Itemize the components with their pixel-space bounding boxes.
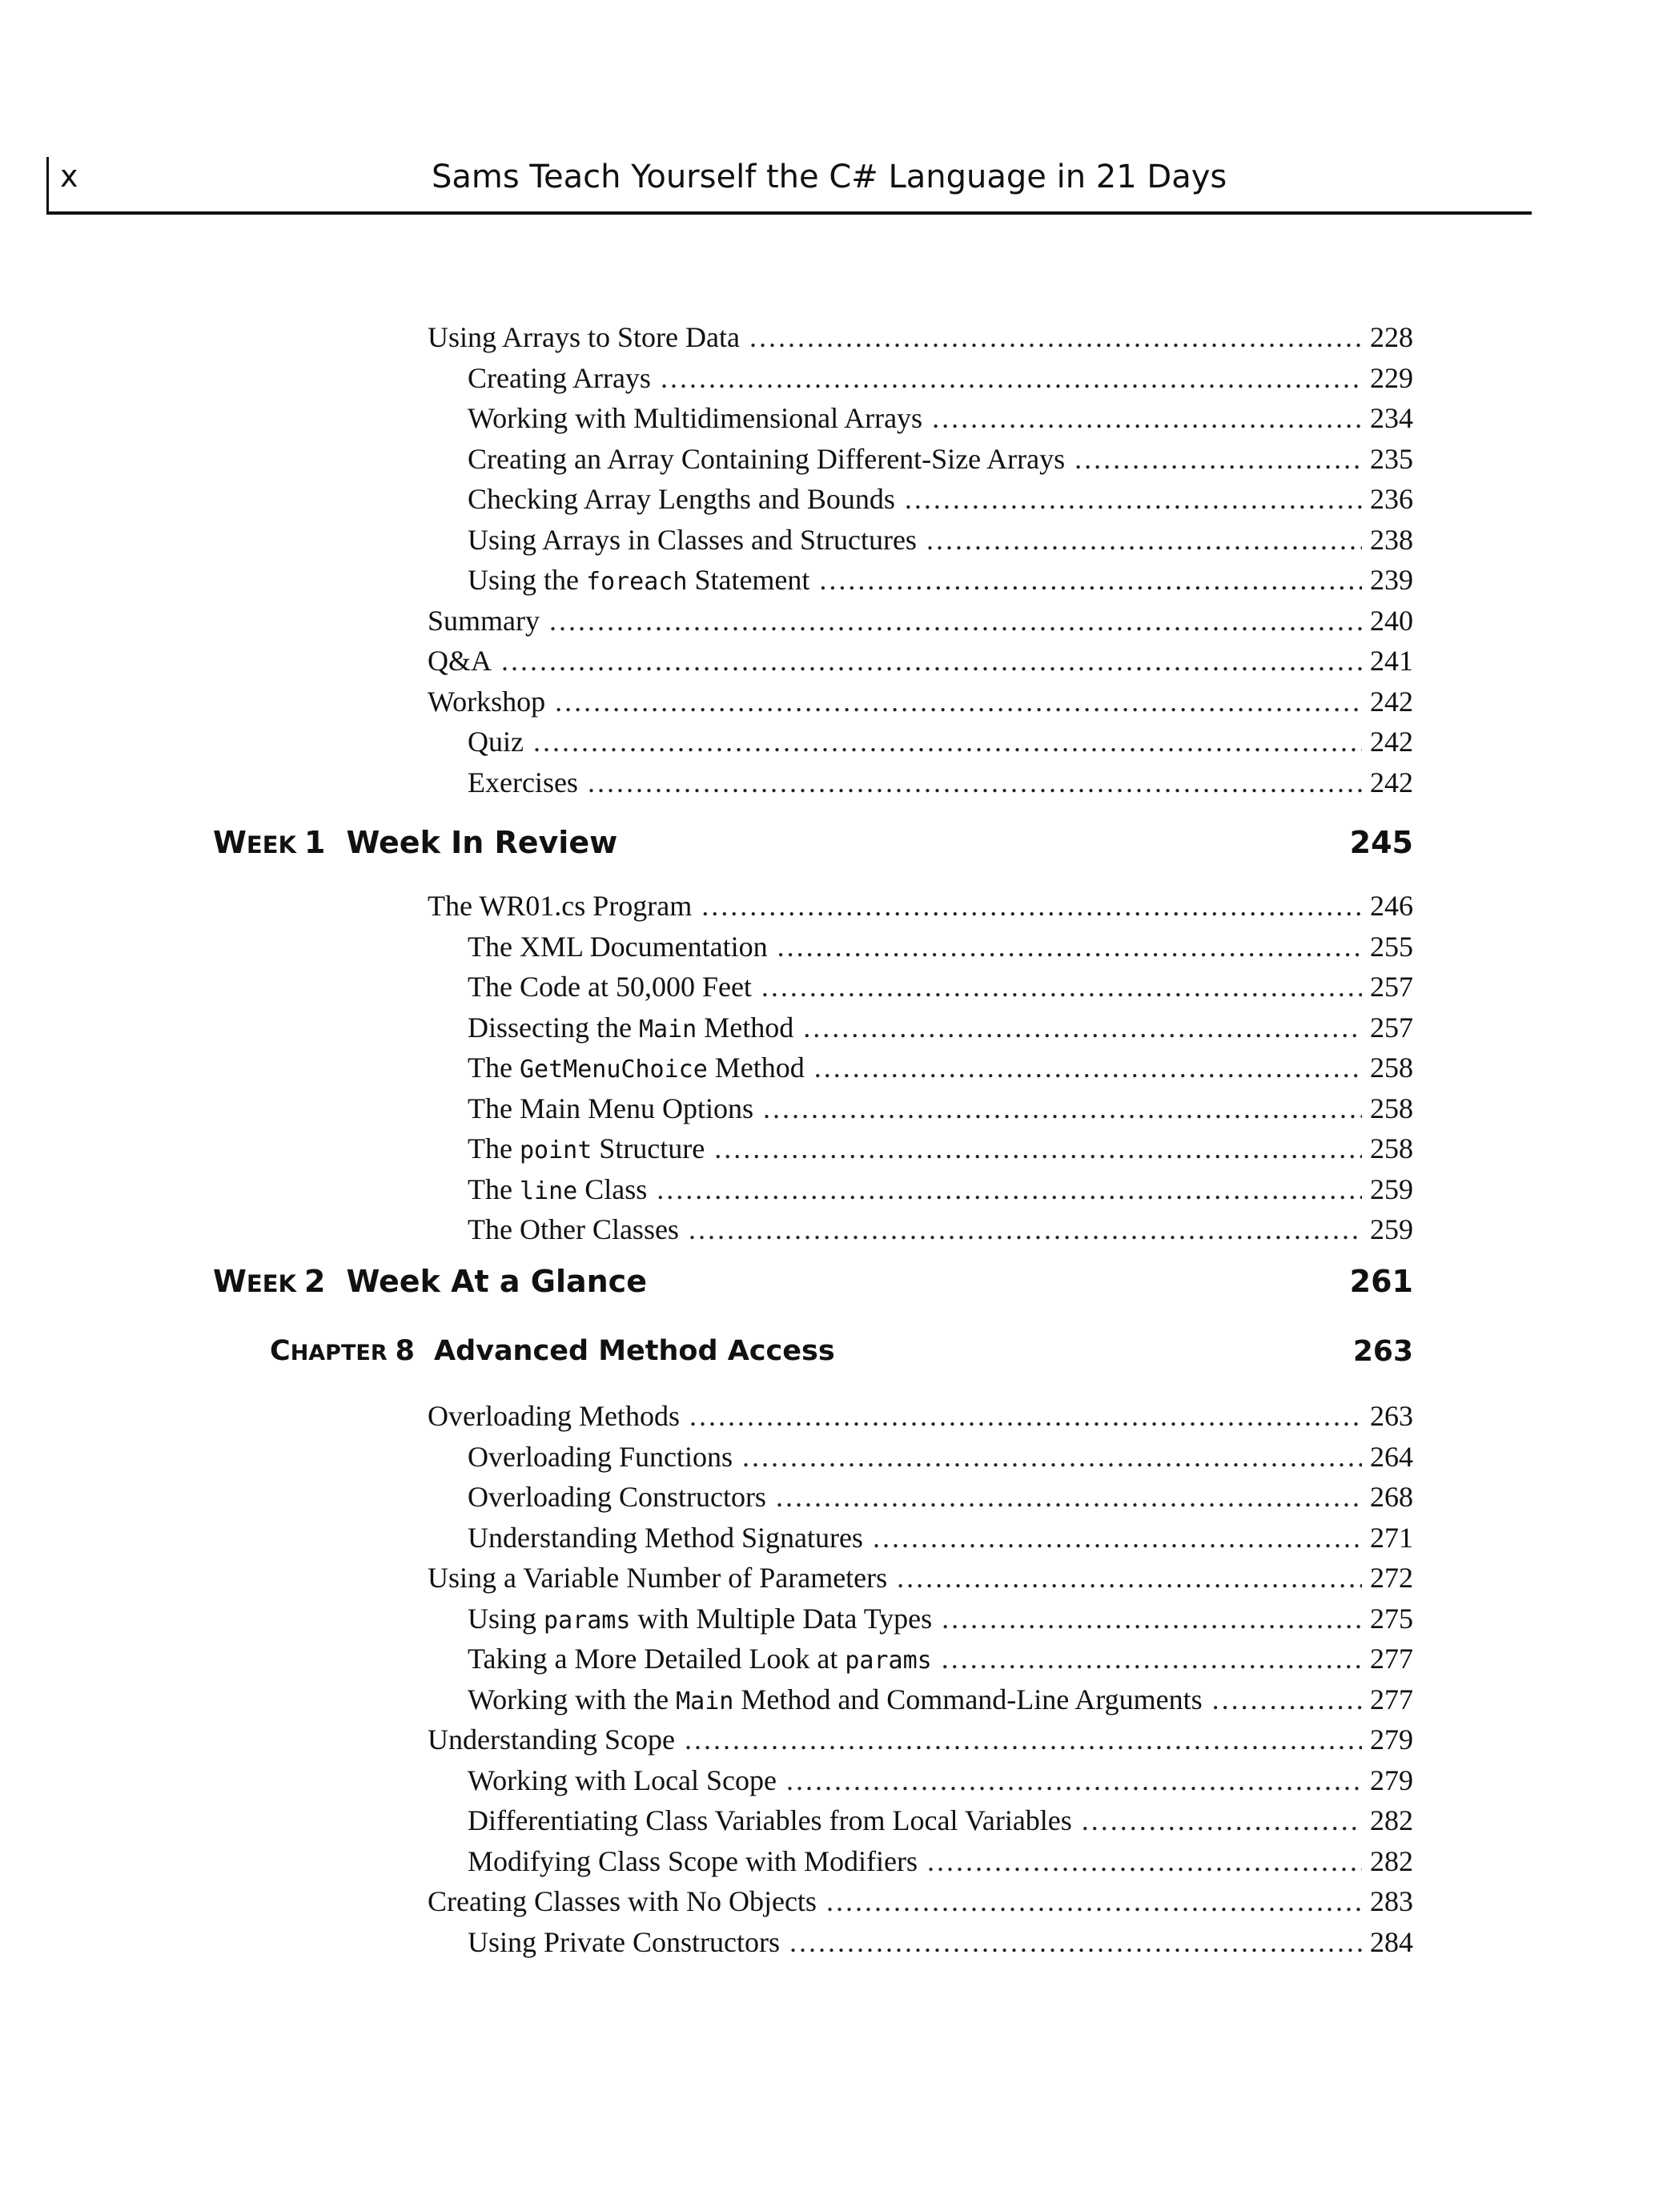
toc-entry-text: The Other Classes [468, 1213, 679, 1245]
toc-entry-text: Overloading Methods [428, 1400, 680, 1432]
toc-entry-title [428, 1559, 887, 1596]
toc-entry[interactable] [468, 1090, 1413, 1127]
toc-entry-title [428, 683, 545, 720]
toc-entry-text: Statement [687, 564, 810, 596]
toc-entry-page: 228 [1370, 321, 1413, 353]
toc-entry-text: Taking a More Detailed Look at [468, 1643, 846, 1675]
toc-entry-title [468, 1843, 918, 1880]
toc-entry-code: params [845, 1647, 932, 1675]
toc-entry-title [468, 1090, 753, 1127]
toc-entry[interactable] [468, 1171, 1413, 1210]
week-2-heading [213, 1264, 1413, 1299]
toc-entry-text: Using [468, 1602, 544, 1635]
week-1-heading [213, 825, 1413, 860]
toc-entry[interactable] [468, 1478, 1413, 1515]
dot-leader [533, 723, 1362, 760]
dot-leader [942, 1600, 1362, 1637]
toc-entry-page: 234 [1370, 402, 1413, 434]
toc-entry-title [468, 1640, 932, 1679]
toc-entry-page: 258 [1370, 1132, 1413, 1164]
dot-leader [763, 1090, 1362, 1127]
toc-entry-page: 279 [1370, 1764, 1413, 1796]
toc-entry-page: 272 [1370, 1562, 1413, 1594]
toc-entry[interactable] [468, 440, 1413, 477]
toc-entry[interactable] [428, 1398, 1413, 1434]
dot-leader [1075, 440, 1362, 477]
toc-entry[interactable] [468, 1130, 1413, 1169]
toc-entry-page: 239 [1370, 564, 1413, 596]
toc-entry[interactable] [468, 1519, 1413, 1556]
dot-leader [776, 1478, 1362, 1515]
toc-entry-page: 259 [1370, 1172, 1413, 1205]
toc-entry-code: params [544, 1606, 631, 1635]
dot-leader [819, 561, 1362, 598]
toc-entry-text: Creating an Array Containing Different-Size Arrays [468, 442, 1066, 475]
toc-entry-page: 264 [1370, 1440, 1413, 1473]
week-label-rest: EEK [246, 831, 297, 859]
dot-leader [742, 1438, 1362, 1475]
toc-entry-page: 284 [1370, 1925, 1413, 1958]
chapter-label-initial: C [270, 1335, 291, 1367]
toc-entry-title [468, 400, 922, 436]
toc-entry-code: foreach [586, 568, 688, 596]
dot-leader [714, 1130, 1362, 1167]
toc-entry-text: The [468, 1172, 520, 1205]
running-title: Sams Teach Yourself the C# Language in 21 Days [432, 159, 1227, 195]
toc-entry-text: Checking Array Lengths and Bounds [468, 483, 895, 515]
toc-entry-title [428, 319, 740, 356]
toc-entry-text: Workshop [428, 685, 546, 718]
toc-entry-page: 268 [1370, 1481, 1413, 1513]
week-page: 245 [1349, 825, 1413, 860]
toc-entry-code: Main [638, 1015, 697, 1044]
toc-entry-text: Modifying Class Scope with Modifiers [468, 1844, 918, 1877]
chapter-label-rest: HAPTER [290, 1341, 388, 1365]
toc-entry-text: Dissecting the [468, 1011, 639, 1044]
toc-entry-title [468, 1600, 932, 1639]
dot-leader [657, 1171, 1362, 1208]
toc-entry-title [468, 968, 752, 1005]
toc-entry-text: Using Arrays in Classes and Structures [468, 523, 917, 556]
toc-entry-page: 259 [1370, 1213, 1413, 1245]
toc-entry-title [468, 1519, 863, 1556]
toc-entry[interactable] [468, 561, 1413, 601]
toc-entry-page: 236 [1370, 483, 1413, 515]
toc-entry-page: 283 [1370, 1885, 1413, 1917]
toc-entry-text: Method and Command-Line Arguments [733, 1683, 1203, 1715]
toc-entry-title [428, 642, 492, 679]
toc-entry[interactable] [468, 928, 1413, 965]
toc-entry-page: 258 [1370, 1092, 1413, 1124]
toc-entry[interactable] [468, 400, 1413, 436]
toc-entry-text: Overloading Functions [468, 1440, 733, 1473]
toc-entry-text: The WR01.cs Program [428, 890, 693, 922]
toc-entry-page: 263 [1370, 1400, 1413, 1432]
dot-leader [789, 1924, 1362, 1961]
toc-entry[interactable] [428, 642, 1413, 679]
toc-entry-page: 258 [1370, 1052, 1413, 1084]
toc-entry-title [468, 1211, 679, 1248]
toc-entry-text: Working with Multidimensional Arrays [468, 402, 923, 434]
toc-entry-text: Method [707, 1052, 805, 1084]
toc-entry-page: 271 [1370, 1521, 1413, 1554]
week-page: 261 [1349, 1264, 1413, 1299]
dot-leader [897, 1559, 1362, 1596]
toc-entry[interactable] [468, 1211, 1413, 1248]
toc-entry-text: Overloading Constructors [468, 1481, 766, 1513]
toc-entry[interactable] [468, 1600, 1413, 1639]
toc-entry-page: 279 [1370, 1723, 1413, 1756]
toc-entry[interactable] [468, 1640, 1413, 1679]
week-label-initial: W [213, 825, 247, 860]
toc-entry-text: Q&A [428, 645, 492, 677]
toc-entry-title [468, 1478, 766, 1515]
toc-entry-text: Exercises [468, 766, 578, 798]
toc-entry-title [468, 1130, 705, 1169]
toc-entry-text: Class [577, 1172, 648, 1205]
toc-entry-text: Method [697, 1011, 794, 1044]
toc-entry-page: 255 [1370, 930, 1413, 963]
dot-leader [689, 1211, 1362, 1248]
toc-entry-title [468, 440, 1065, 477]
dot-leader [803, 1009, 1362, 1046]
toc-entry[interactable] [468, 1762, 1413, 1799]
toc-entry-page: 229 [1370, 361, 1413, 394]
dot-leader [588, 764, 1362, 801]
running-header [46, 157, 1532, 215]
toc-entry[interactable] [428, 319, 1413, 356]
toc-entry[interactable] [468, 1681, 1413, 1720]
dot-leader [689, 1398, 1362, 1434]
toc-entry[interactable] [428, 683, 1413, 720]
dot-leader [661, 360, 1362, 396]
dot-leader [555, 683, 1362, 720]
toc-entry-code: line [519, 1176, 578, 1205]
toc-entry[interactable] [428, 887, 1413, 924]
toc-entry-title [468, 928, 768, 965]
toc-entry[interactable] [428, 1721, 1413, 1758]
toc-entry-title [468, 723, 524, 760]
toc-entry-page: 282 [1370, 1844, 1413, 1877]
chapter-title: Advanced Method Access [433, 1335, 835, 1367]
dot-leader [786, 1762, 1362, 1799]
dot-leader [749, 319, 1362, 356]
toc-entry-title [428, 1721, 675, 1758]
toc-entry-text: Creating Classes with No Objects [428, 1885, 817, 1917]
dot-leader [814, 1049, 1362, 1086]
toc-entry-text: Understanding Method Signatures [468, 1521, 863, 1554]
toc-entry-text: Differentiating Class Variables from Local Variables [468, 1804, 1072, 1836]
chapter-page: 263 [1352, 1335, 1413, 1368]
toc-entry[interactable] [468, 521, 1413, 558]
toc-entry[interactable] [468, 1009, 1413, 1048]
toc-entry-page: 242 [1370, 766, 1413, 798]
dot-leader [777, 928, 1362, 965]
toc-entry-title [428, 1398, 680, 1434]
toc-entry-text: The [468, 1132, 520, 1164]
toc-entry[interactable] [468, 360, 1413, 396]
chapter-8-heading [270, 1335, 1413, 1367]
week-label-initial: W [213, 1264, 247, 1299]
toc-entry-page: 277 [1370, 1683, 1413, 1715]
toc-entry-text: Summary [428, 604, 540, 637]
week-number: 2 [304, 1264, 326, 1299]
toc-entry-code: GetMenuChoice [519, 1056, 708, 1084]
toc-entry-title [428, 602, 540, 639]
toc-entry-title [468, 1438, 733, 1475]
toc-entry-text: The XML Documentation [468, 930, 768, 963]
toc-entry[interactable] [428, 602, 1413, 639]
toc-entry-text: Creating Arrays [468, 361, 651, 394]
toc-entry-title [468, 1009, 793, 1048]
toc-entry[interactable] [428, 1883, 1413, 1920]
dot-leader [549, 602, 1362, 639]
dot-leader [942, 1640, 1362, 1677]
toc-entry-page: 241 [1370, 645, 1413, 677]
toc-entry-text: Using Arrays to Store Data [428, 321, 740, 353]
toc-entry[interactable] [468, 1924, 1413, 1961]
dot-leader [927, 1843, 1362, 1880]
page-number: x [60, 159, 78, 194]
toc-entry[interactable] [468, 1049, 1413, 1088]
toc-entry-page: 238 [1370, 523, 1413, 556]
toc-entry-text: with Multiple Data Types [630, 1602, 933, 1635]
dot-leader [501, 642, 1362, 679]
toc-entry-title [468, 1802, 1072, 1839]
week-title: Week In Review [346, 825, 618, 860]
toc-entry-text: Structure [592, 1132, 705, 1164]
toc-entry-page: 240 [1370, 604, 1413, 637]
toc-entry-text: Using Private Constructors [468, 1925, 780, 1958]
week-title: Week At a Glance [346, 1264, 647, 1299]
toc-entry-title [468, 360, 651, 396]
toc-entry-code: Main [676, 1687, 734, 1715]
toc-entry-title [468, 1049, 805, 1088]
toc-entry[interactable] [468, 1802, 1413, 1839]
toc-entry[interactable] [468, 968, 1413, 1005]
toc-entry-title [468, 1171, 647, 1210]
toc-entry-page: 275 [1370, 1602, 1413, 1635]
dot-leader [926, 521, 1362, 558]
toc-entry-page: 277 [1370, 1643, 1413, 1675]
week-label-rest: EEK [246, 1270, 297, 1297]
toc-entry[interactable] [468, 481, 1413, 517]
toc-entry-title [468, 764, 578, 801]
toc-entry-page: 235 [1370, 442, 1413, 475]
toc-entry-text: The Code at 50,000 Feet [468, 971, 752, 1003]
dot-leader [701, 887, 1362, 924]
toc-entry-title [468, 561, 809, 601]
dot-leader [826, 1883, 1362, 1920]
toc-entry-text: Using a Variable Number of Parameters [428, 1562, 888, 1594]
week-number: 1 [304, 825, 326, 860]
toc-entry-page: 246 [1370, 890, 1413, 922]
toc-entry-text: Working with Local Scope [468, 1764, 777, 1796]
toc-entry-text: Quiz [468, 726, 524, 758]
toc-entry-page: 242 [1370, 685, 1413, 718]
toc-entry-page: 242 [1370, 726, 1413, 758]
dot-leader [1212, 1681, 1362, 1718]
dot-leader [905, 481, 1362, 517]
toc-entry[interactable] [468, 723, 1413, 760]
dot-leader [873, 1519, 1362, 1556]
toc-entry-text: Working with the [468, 1683, 677, 1715]
toc-entry-text: The Main Menu Options [468, 1092, 753, 1124]
toc-entry-title [428, 887, 692, 924]
dot-leader [761, 968, 1362, 1005]
toc-entry-text: Understanding Scope [428, 1723, 675, 1756]
toc-entry[interactable] [468, 1843, 1413, 1880]
toc-entry-page: 282 [1370, 1804, 1413, 1836]
dot-leader [685, 1721, 1362, 1758]
toc-entry-page: 257 [1370, 971, 1413, 1003]
toc-entry-title [468, 1681, 1203, 1720]
toc-entry-title [428, 1883, 817, 1920]
toc-entry-page: 257 [1370, 1011, 1413, 1044]
toc-entry[interactable] [468, 764, 1413, 801]
toc-entry-title [468, 1924, 780, 1961]
toc-entry[interactable] [468, 1438, 1413, 1475]
toc-entry-text: Using the [468, 564, 586, 596]
toc-entry-title [468, 1762, 777, 1799]
chapter-number: 8 [395, 1335, 415, 1367]
toc-entry-code: point [519, 1136, 592, 1164]
toc-entry-title [468, 481, 895, 517]
toc-entry-title [468, 521, 917, 558]
dot-leader [932, 400, 1362, 436]
toc-entry[interactable] [428, 1559, 1413, 1596]
dot-leader [1082, 1802, 1362, 1839]
toc-entry-text: The [468, 1052, 520, 1084]
